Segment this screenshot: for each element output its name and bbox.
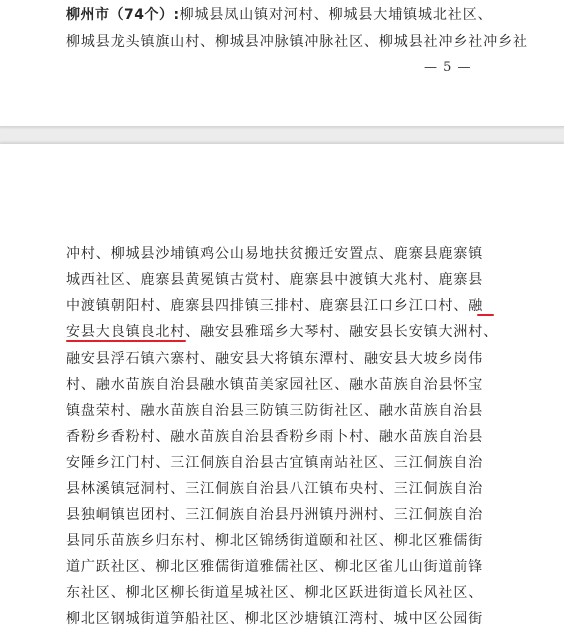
body-line-4: 安县大良镇良北村、融安县雅瑶乡大琴村、融安县长安镇大洲村、: [66, 324, 499, 340]
body-line-10: 县林溪镇冠洞村、三江侗族自治县八江镇布央村、三江侗族自治: [66, 481, 484, 497]
city-heading: 柳州市（74个）:: [66, 7, 180, 23]
body-line-9: 安陲乡江门村、三江侗族自治县古宜镇南站社区、三江侗族自治: [66, 455, 484, 471]
document-page-bottom: [0, 143, 564, 635]
body-line-6: 村、融水苗族自治县融水镇苗美家园社区、融水苗族自治县怀宝: [66, 377, 484, 393]
body-line-15: 柳北区钢城街道笋船社区、柳北区沙塘镇江湾村、城中区公园街: [66, 611, 484, 627]
body-line-14: 东社区、柳北区柳长街道星城社区、柳北区跃进街道长风社区、: [66, 585, 484, 601]
body-line-7: 镇盘荣村、融水苗族自治县三防镇三防街社区、融水苗族自治县: [66, 403, 484, 419]
text-line-1: [66, 7, 493, 23]
body-line-13: 道广跃社区、柳北区雅儒街道雅儒社区、柳北区雀儿山街道前锋: [66, 559, 484, 575]
body-line-12: 县同乐苗族乡归东村、柳北区锦绣街道颐和社区、柳北区雅儒街: [66, 533, 484, 549]
text-line-2: 柳城县龙头镇旗山村、柳城县冲脉镇冲脉社区、柳城县社冲乡社冲乡社: [66, 34, 528, 50]
body-line-5: 融安县浮石镇六寨村、融安县大将镇东潭村、融安县大坡乡岗伟: [66, 351, 484, 367]
text-line-1-content: 柳城县凤山镇对河村、柳城县大埔镇城北社区、: [179, 7, 493, 23]
page-number: — 5 —: [424, 60, 472, 75]
red-underline-2: [66, 340, 186, 342]
red-underline-1: [477, 314, 494, 316]
body-line-2: 城西社区、鹿寨县黄冕镇古赏村、鹿寨县中渡镇大兆村、鹿寨县: [66, 272, 484, 288]
body-line-1: 冲村、柳城县沙埔镇鸡公山易地扶贫搬迁安置点、鹿寨县鹿寨镇: [66, 246, 484, 262]
body-line-3: 中渡镇朝阳村、鹿寨县四排镇三排村、鹿寨县江口乡江口村、融: [66, 298, 484, 314]
document-page-top: [0, 0, 564, 127]
body-line-11: 县独峒镇岜团村、三江侗族自治县丹洲镇丹洲村、三江侗族自治: [66, 507, 484, 523]
body-line-8: 香粉乡香粉村、融水苗族自治县香粉乡雨卜村、融水苗族自治县: [66, 429, 484, 445]
